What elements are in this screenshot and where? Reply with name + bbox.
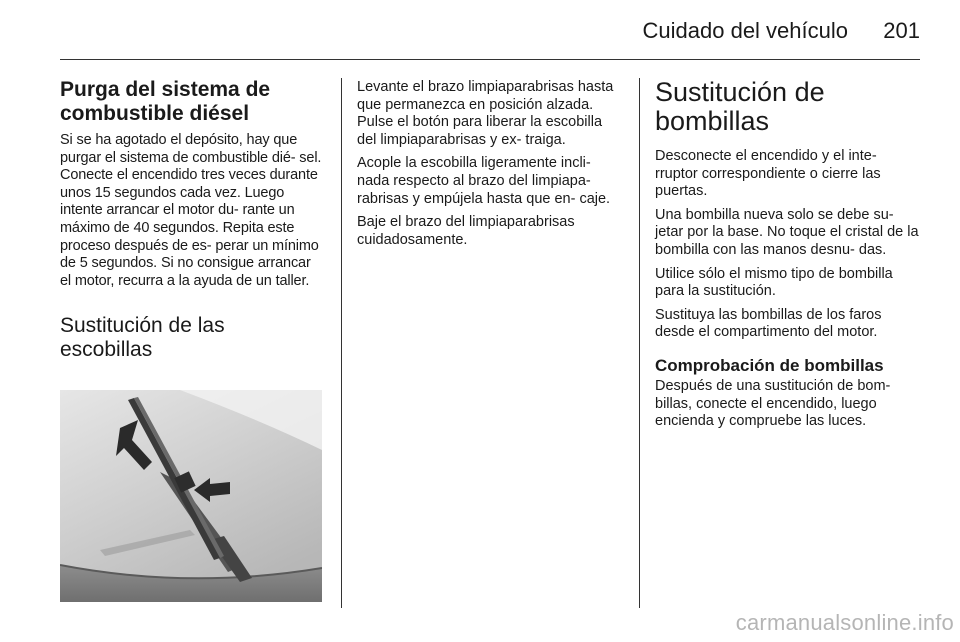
paragraph-desconecte: Desconecte el encendido y el inte- rruptor correspondiente o cierre las puertas.	[655, 148, 881, 200]
paragraph-levante: Levante el brazo limpiaparabrisas hasta que permanezca en posición alzada. Pulse el botón para liberar la escobilla del limpiaparabrisas y ex- traiga.	[357, 79, 614, 148]
column-divider-2	[639, 78, 640, 608]
heading-line: escobillas	[60, 338, 153, 362]
page-header	[60, 16, 920, 46]
column-3	[655, 78, 921, 431]
watermark: carmanualsonline.info	[735, 610, 954, 635]
heading-line: Sustitución de las	[60, 314, 225, 338]
column-divider-1	[341, 78, 342, 608]
paragraph-baje: Baje el brazo del limpiaparabrisas cuidadosamente.	[357, 214, 575, 248]
paragraph-bombilla-nueva: Una bombilla nueva solo se debe su- jetar por la base. No toque el cristal de la bombilla con las manos desnu- das.	[655, 206, 919, 258]
column-1	[60, 78, 324, 362]
page-number: 201	[883, 18, 920, 43]
subheading-comprobacion: Comprobación de bombillas	[655, 355, 884, 375]
header-rule	[60, 59, 920, 60]
running-title: Cuidado del vehículo	[642, 18, 848, 43]
paragraph-comprobacion: Después de una sustitución de bom- billas, conecte el encendido, luego encienda y compruebe las luces.	[655, 377, 891, 430]
paragraph-purga: Si se ha agotado el depósito, hay que purgar el sistema de combustible dié- sel. Conecte el encendido tres veces durante unos 15 segundos cada vez. Luego intente arrancar el motor du- rante un máximo de 40 segundos. Repita este proceso después de es- perar un mínimo de 5 segundos. Si no consigue arrancar el motor, recurra a la ayuda de un taller.	[60, 132, 322, 289]
column-2	[357, 78, 621, 249]
paragraph-faros: Sustituya las bombillas de los faros desde el compartimento del motor.	[655, 306, 882, 341]
heading-line: combustible diésel	[60, 102, 250, 125]
heading-line: Sustitución de	[655, 77, 825, 107]
heading-line: bombillas	[655, 106, 770, 136]
heading-line: Purga del sistema de	[60, 78, 271, 101]
wiper-blade-illustration	[60, 390, 322, 602]
paragraph-acople: Acople la escobilla ligeramente incli- nada respecto al brazo del limpiapa- rabrisas y empújela hasta que en- caje.	[357, 155, 611, 207]
section-heading-purga	[60, 78, 324, 126]
section-heading-escobillas	[60, 314, 324, 362]
paragraph-mismo-tipo: Utilice sólo el mismo tipo de bombilla para la sustitución.	[655, 265, 893, 300]
section-heading-bombillas	[655, 78, 921, 136]
wiper-figure-svg	[60, 390, 322, 602]
